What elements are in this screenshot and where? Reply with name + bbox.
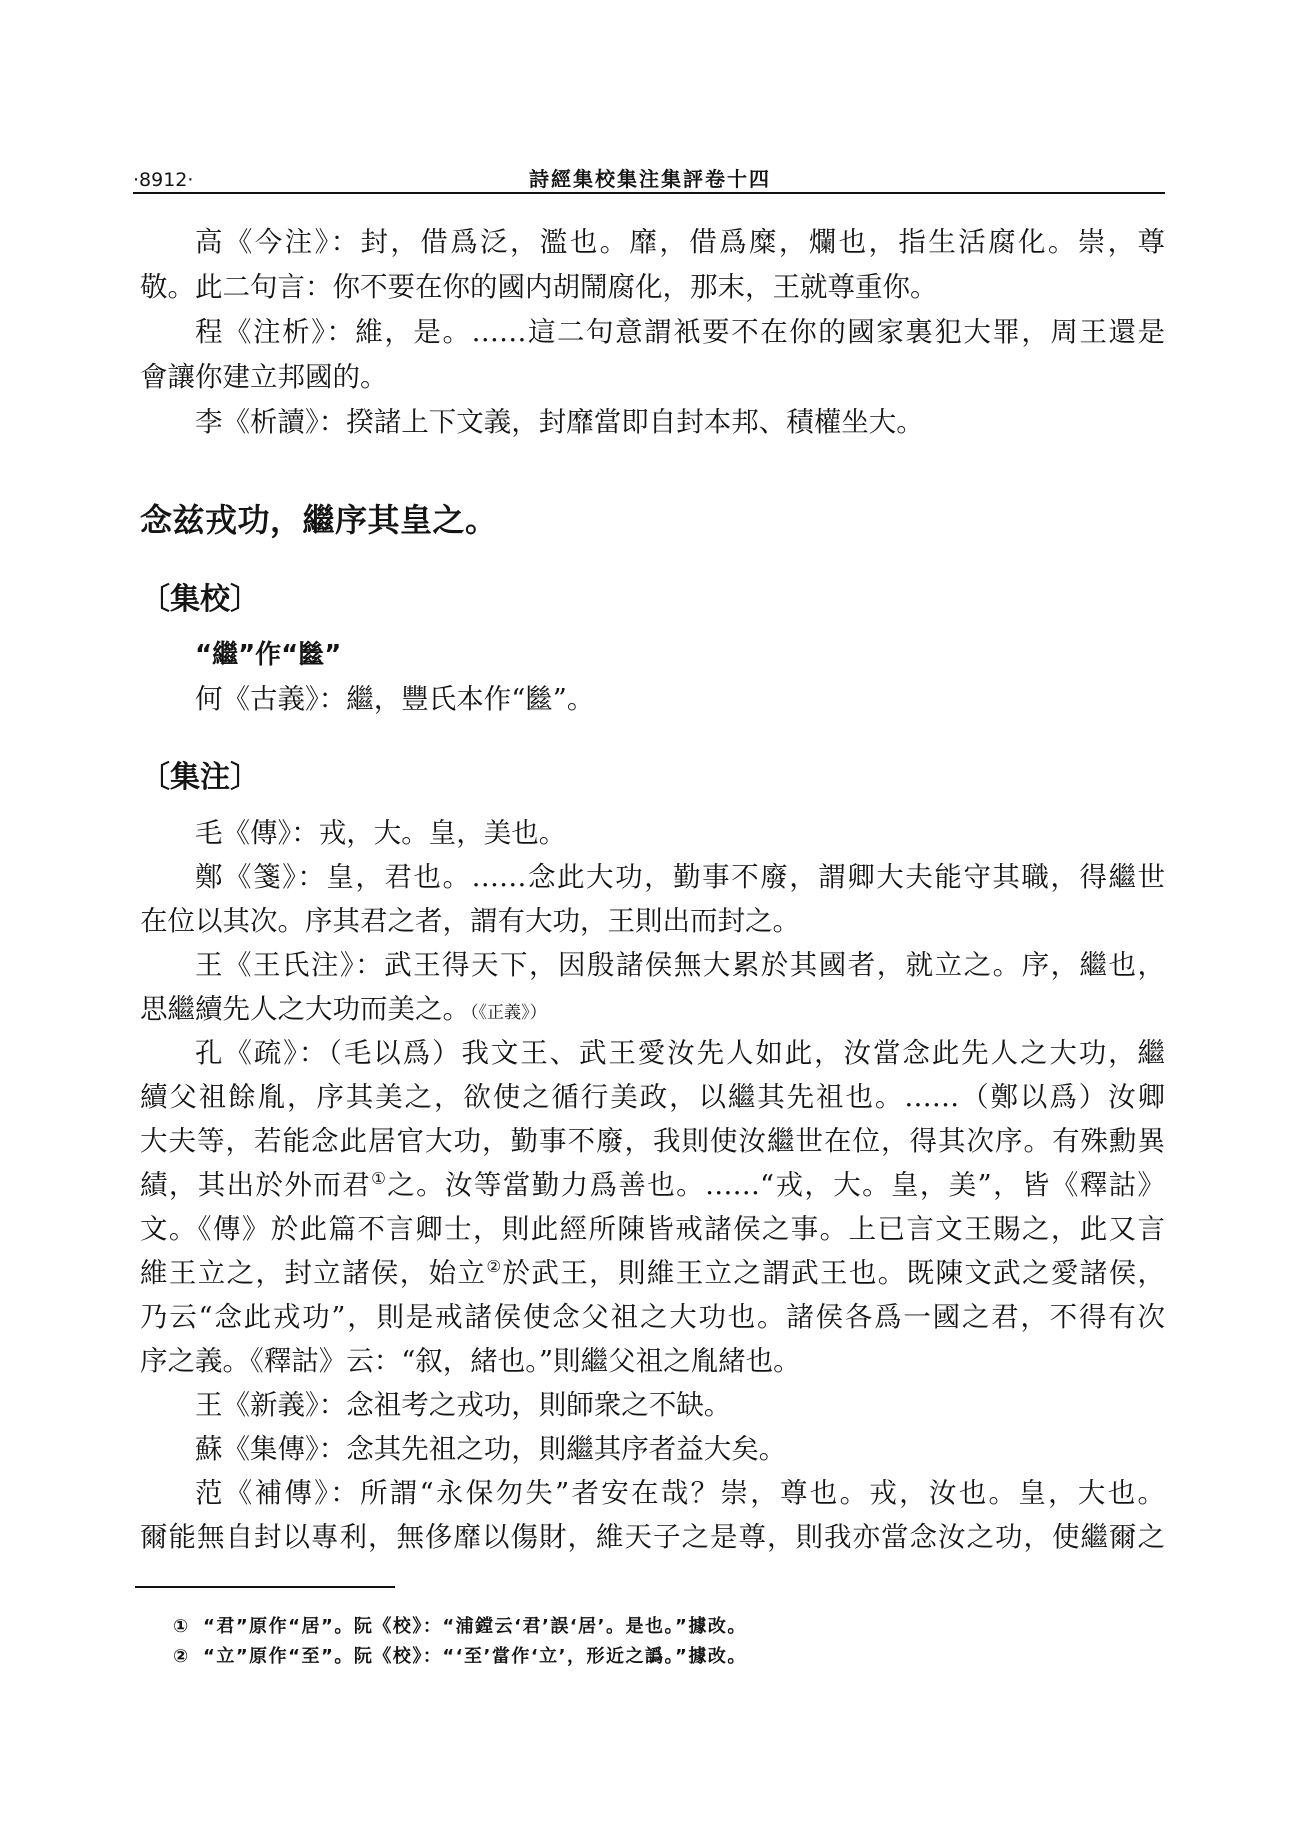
text-line [140,1031,1165,1075]
text-line [140,1471,1165,1515]
text-line [140,987,1165,1031]
text-line [140,1427,1165,1471]
text-line [140,811,1165,855]
text-line [140,1515,1165,1559]
footnotes [173,1612,1073,1672]
line-text: 范《補傳》：所謂“永保勿失”者安在哉？崇，尊也。戎，汝也。皇，大也。 [195,1477,1165,1509]
footnote-text: “君”原作“居”。阮《校》：“浦鏜云‘君’誤‘居’。是也。”據改。 [203,1616,747,1637]
line-text: 序之義。《釋詁》云：“叙，緒也。”則繼父祖之胤緒也。 [140,1345,801,1377]
text-line [140,1383,1165,1427]
text-line [140,265,1165,310]
paragraph [140,943,1165,1031]
paragraph [140,811,1165,855]
text-line [140,400,1165,445]
header-rule [133,192,1165,194]
collation-section [140,633,1165,721]
line-text: 績，其出於外而君①之。汝等當勤力爲善也。……“戎，大。皇，美”，皆《釋詁》 [140,1168,1165,1201]
footnote-marker: ② [173,1646,190,1667]
body-text [140,220,1165,1559]
paragraph [140,310,1165,400]
annotations-heading: 〔集注〕 [140,760,260,795]
line-text: 大夫等，若能念此居官大功，勤事不廢，我則使汝繼世在位，得其次序。有殊勳異 [140,1125,1165,1157]
source-note: （《正義》） [470,1003,547,1023]
page-number: ·8912· [133,169,194,191]
line-text: 會讓你建立邦國的。 [140,361,388,393]
text-line [140,899,1165,943]
line-text: 維王立之，封立諸侯，始立②於武王，則維王立之謂武王也。既陳文武之愛諸侯， [140,1256,1165,1289]
line-text: 王《新義》：念祖考之戎功，則師衆之不缺。 [195,1389,732,1421]
text-line [140,1207,1165,1251]
paragraph [140,1427,1165,1471]
line-text: 乃云“念此戎功”，則是戒諸侯使念父祖之大功也。諸侯各爲一國之君，不得有次 [140,1301,1165,1333]
line-text: 高《今注》：封，借爲泛，濫也。靡，借爲糜，爛也，指生活腐化。崇，尊 [195,226,1165,258]
line-text: 鄭《箋》：皇，君也。……念此大功，勤事不廢，謂卿大夫能守其職，得繼世 [195,861,1165,893]
variant-title: “繼”作“㡭” [195,640,342,670]
text-line [140,355,1165,400]
footnote-ref: ② [486,1256,503,1276]
line-text: 敬。此二句言：你不要在你的國内胡鬧腐化，那末，王就尊重你。 [140,271,938,303]
text-line [140,1339,1165,1383]
paragraph [140,855,1165,943]
text-line [140,220,1165,265]
footnote-marker: ① [173,1616,190,1637]
line-text: 文。《傳》於此篇不言卿士，則此經所陳皆戒諸侯之事。上已言文王賜之，此又言 [140,1213,1165,1245]
paragraph [140,220,1165,310]
collation-paragraphs [140,677,1165,721]
line-text: 思繼續先人之大功而美之。 [140,993,470,1025]
text-line [140,677,1165,721]
collation-heading: 〔集校〕 [140,582,260,617]
text-line [140,1251,1165,1295]
annotations-section [140,811,1165,1559]
text-line [140,310,1165,355]
paragraph [140,677,1165,721]
footnote-1 [173,1612,1073,1642]
paragraph [140,1383,1165,1427]
paragraph [140,400,1165,445]
verse-line-heading: 念兹戎功，繼序其皇之。 [140,501,498,539]
text-line [140,943,1165,987]
line-text: 王《王氏注》：武王得天下，因殷諸侯無大累於其國者，就立之。序，繼也， [195,949,1165,981]
line-text: 毛《傳》：戎，大。皇，美也。 [195,817,567,849]
footnote-ref: ① [371,1168,388,1188]
text-line [140,1163,1165,1207]
line-text: 李《析讀》：揆諸上下文義，封靡當即自封本邦、積權坐大。 [195,406,924,438]
line-text: 何《古義》：繼，豐氏本作“㡭”。 [195,683,595,715]
line-text: 蘇《集傳》：念其先祖之功，則繼其序者益大矣。 [195,1433,787,1465]
text-line [140,1119,1165,1163]
line-text: 在位以其次。序其君之者，謂有大功，王則出而封之。 [140,905,800,937]
text-line [140,1295,1165,1339]
line-text: 程《注析》：維，是。……這二句意謂衹要不在你的國家裏犯大罪，周王還是 [195,316,1165,348]
carryover-commentary [140,220,1165,445]
running-title: 詩經集校集注集評卷十四 [529,167,771,191]
line-text: 續父祖餘胤，序其美之，欲使之循行美政，以繼其先祖也。……（鄭以爲）汝卿 [140,1081,1165,1113]
line-text: 爾能無自封以專利，無侈靡以傷財，維天子之是尊，則我亦當念汝之功，使繼爾之 [140,1521,1165,1553]
footnote-2 [173,1642,1073,1672]
line-text: 孔《疏》：（毛以爲）我文王、武王愛汝先人如此，汝當念此先人之大功，繼 [195,1037,1165,1069]
footnote-text: “立”原作“至”。阮《校》：“‘至’當作‘立’，形近之譌。”據改。 [203,1646,747,1667]
paragraph [140,1031,1165,1383]
text-line [140,1075,1165,1119]
paragraph [140,1471,1165,1559]
text-line [140,855,1165,899]
footnote-rule [135,1586,395,1588]
